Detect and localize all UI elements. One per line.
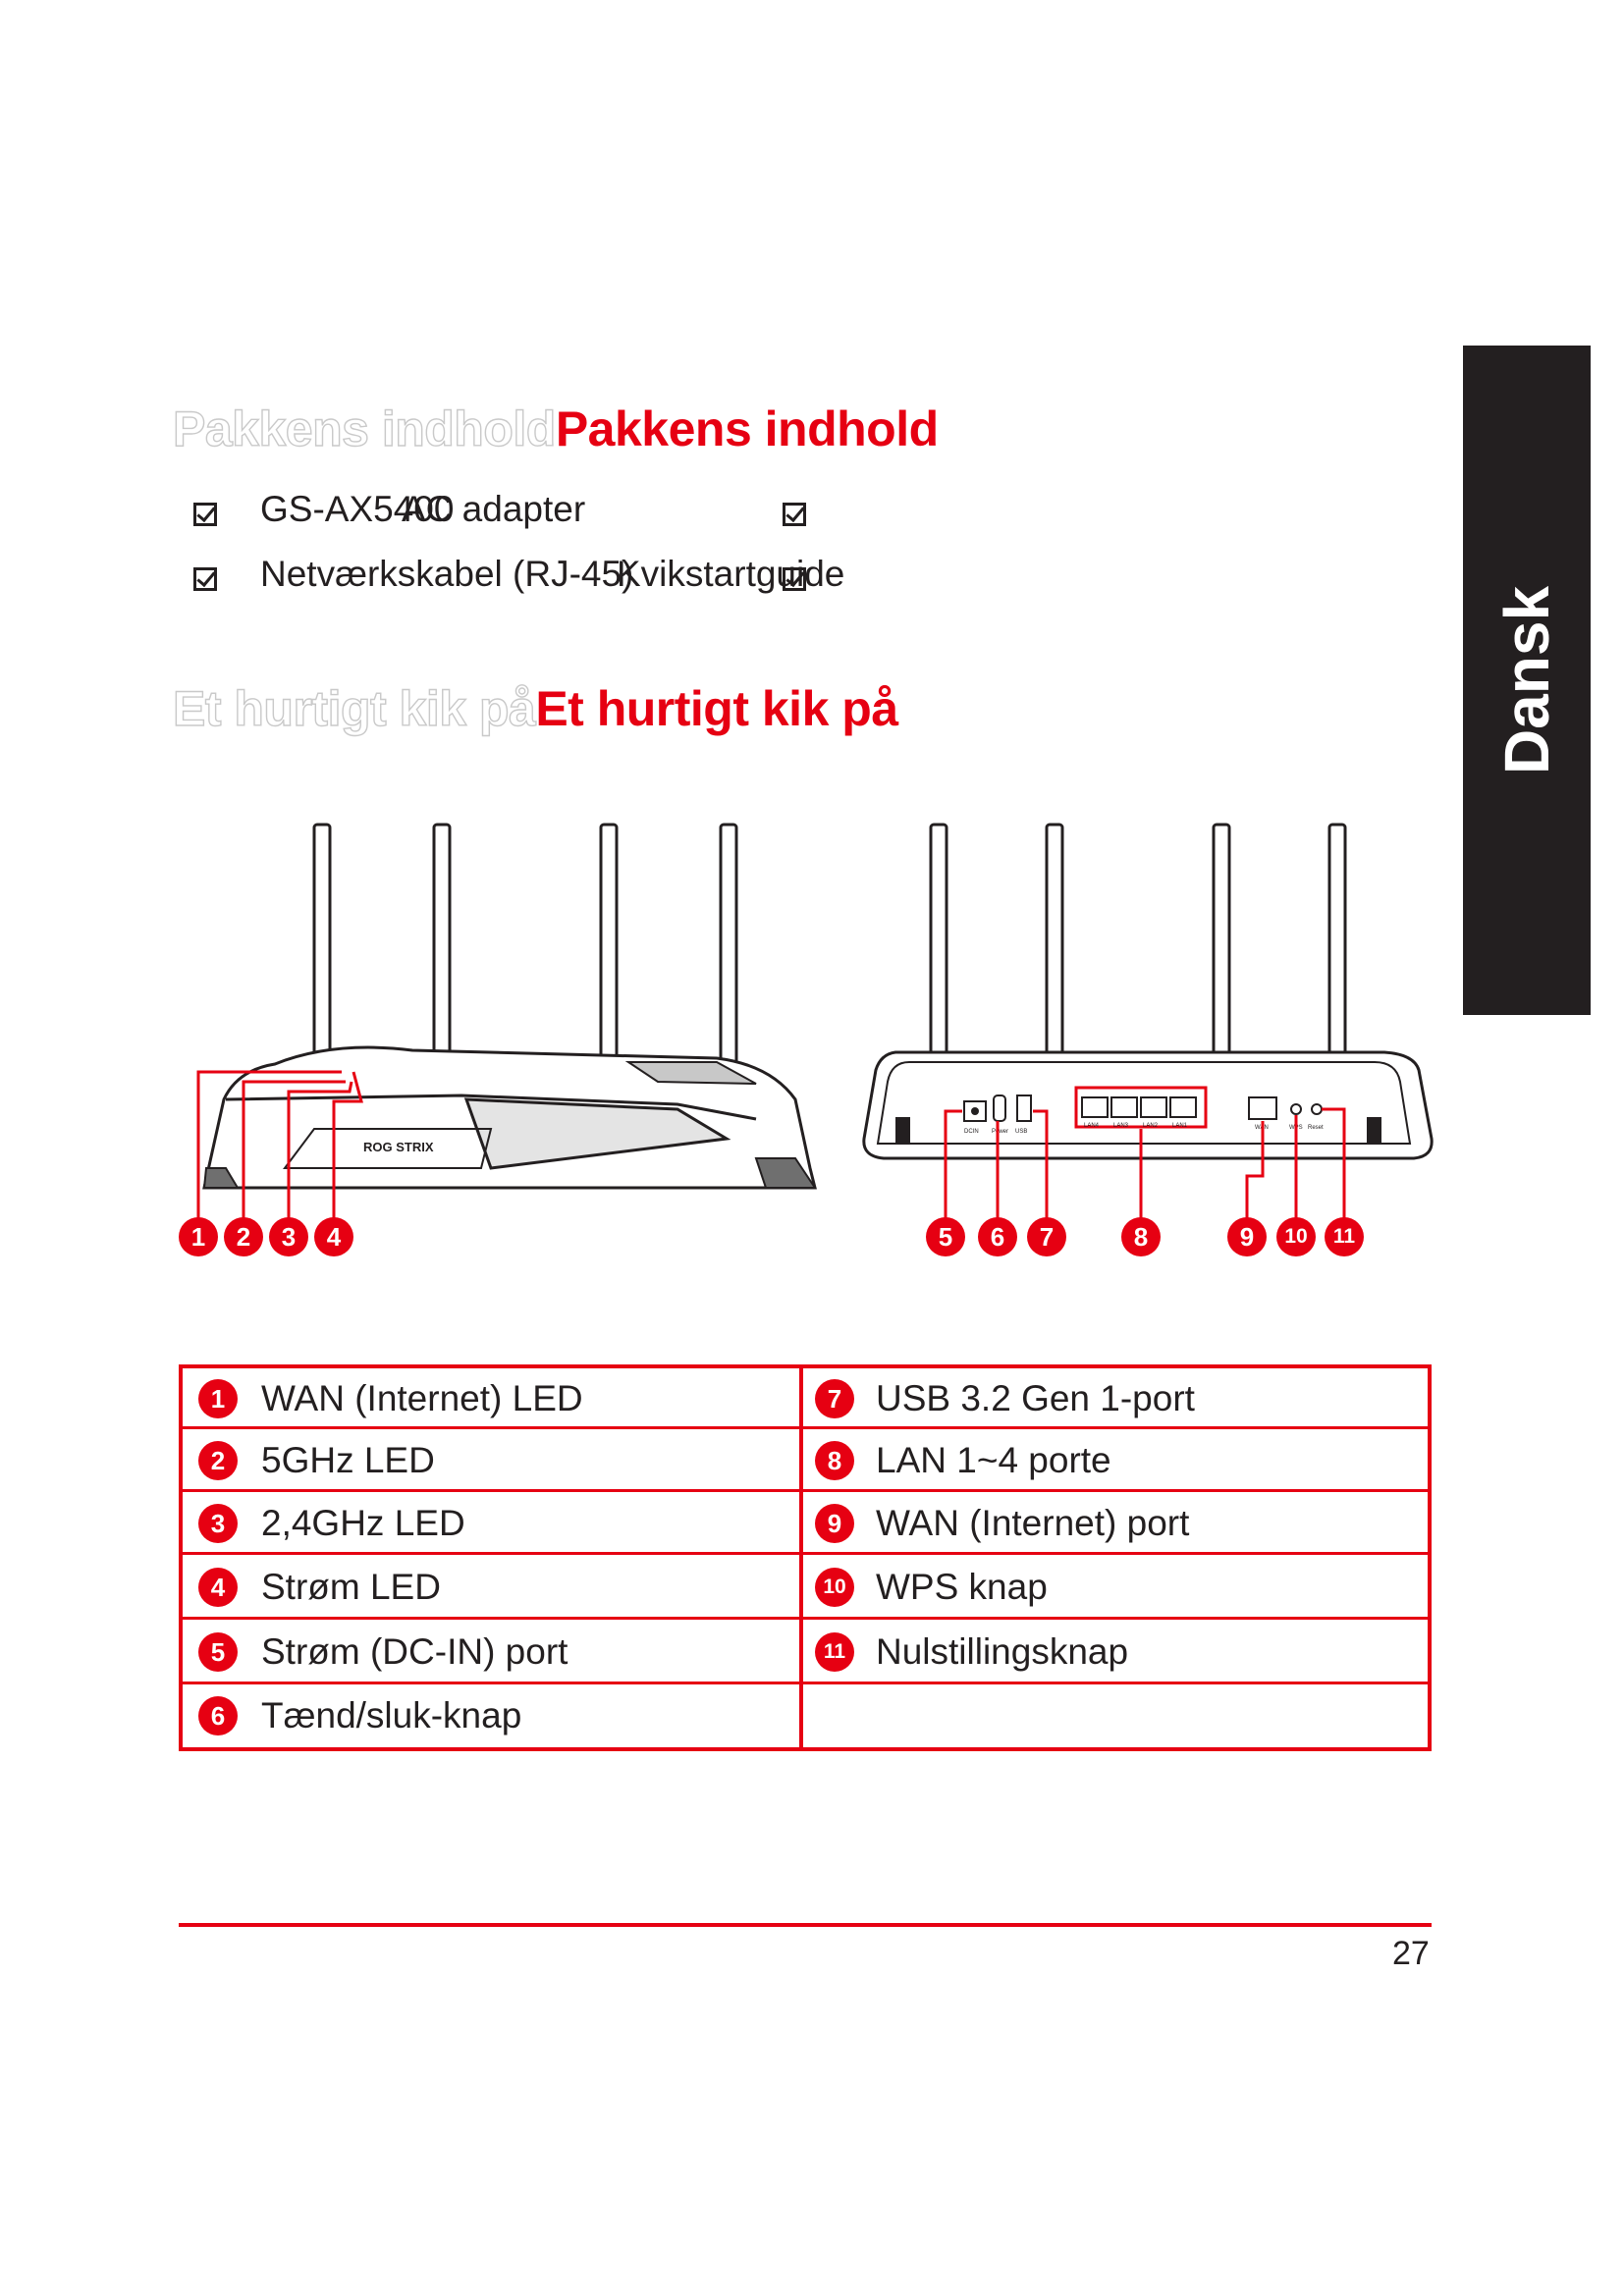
svg-text:LAN3: LAN3 [1113,1123,1129,1129]
package-item: AC adapter [402,489,586,529]
svg-text:LAN2: LAN2 [1143,1123,1159,1129]
page-number: 27 [1392,1935,1430,1972]
package-contents-heading-text: Pakkens indhold [555,401,939,456]
legend-text: Tænd/sluk-knap [261,1695,522,1735]
package-item: GS-AX5400 [260,489,455,529]
package-item: Kvikstartguide [617,554,845,594]
svg-text:Power: Power [992,1129,1009,1135]
antenna [601,825,617,1066]
quick-look-heading-ghost: Et hurtigt kik på [173,681,536,736]
legend-num: 3 [198,1504,238,1543]
callout-11: 11 [1325,1217,1364,1256]
language-tab-label: Dansk [1491,585,1562,775]
legend-num: 9 [815,1504,854,1543]
legend-num: 8 [815,1441,854,1480]
usb-port [1017,1095,1031,1121]
legend-text: 5GHz LED [261,1440,435,1480]
wan-port [1249,1097,1276,1119]
table-row [183,1429,1428,1492]
callout-7: 7 [1027,1217,1066,1256]
legend-text: Strøm (DC-IN) port [261,1631,568,1672]
svg-text:WPS: WPS [1289,1125,1303,1131]
table-row [183,1620,1428,1684]
legend-num: 2 [198,1441,238,1480]
checkbox-icon [783,503,806,526]
svg-text:WAN: WAN [1255,1125,1269,1131]
callout-9: 9 [1227,1217,1267,1256]
power-button [994,1095,1005,1121]
table-divider [799,1368,803,1747]
legend-num: 6 [198,1696,238,1735]
legend-num: 11 [815,1632,854,1672]
package-contents-heading-ghost: Pakkens indhold [173,401,556,456]
callout-8: 8 [1121,1217,1161,1256]
antenna [721,825,736,1066]
router-front-illustration [167,805,835,1276]
lan-port [1111,1097,1137,1117]
antenna [1329,825,1345,1070]
callout-4: 4 [314,1217,353,1256]
checkbox-icon [193,567,217,591]
callout-1: 1 [179,1217,218,1256]
svg-text:Reset: Reset [1308,1125,1324,1131]
legend-text: Nulstillingsknap [876,1631,1129,1672]
legend-num: 7 [815,1379,854,1418]
legend-text: WPS knap [876,1567,1048,1607]
table-row [183,1555,1428,1620]
table-row [183,1684,1428,1747]
legend-table [179,1364,1432,1751]
quick-look-heading [173,680,898,737]
legend-text: LAN 1~4 porte [876,1440,1111,1480]
router-back-illustration [854,805,1443,1276]
package-item: Netværkskabel (RJ-45) [260,554,634,594]
antenna [931,825,947,1070]
svg-text:USB: USB [1015,1129,1028,1135]
wps-button [1291,1104,1301,1114]
callout-2: 2 [224,1217,263,1256]
table-row [183,1492,1428,1555]
antenna [1214,825,1229,1070]
table-row [183,1368,1428,1429]
lan-port [1170,1097,1196,1117]
legend-num: 1 [198,1379,238,1418]
package-contents-heading [173,400,939,457]
callout-6: 6 [978,1217,1017,1256]
antenna [314,825,330,1066]
callout-10: 10 [1276,1217,1316,1256]
svg-text:LAN4: LAN4 [1084,1123,1100,1129]
language-tab [1463,346,1591,1015]
reset-button [1312,1104,1322,1114]
callout-5: 5 [926,1217,965,1256]
legend-num: 5 [198,1632,238,1672]
legend-text: WAN (Internet) port [876,1503,1190,1543]
router-brand-text: ROG STRIX [363,1140,434,1154]
svg-text:DCIN: DCIN [964,1129,979,1135]
legend-text: USB 3.2 Gen 1-port [876,1378,1195,1418]
footer-rule [179,1923,1432,1927]
antenna [1047,825,1062,1070]
legend-text: 2,4GHz LED [261,1503,465,1543]
checkbox-icon [783,567,806,591]
svg-text:LAN1: LAN1 [1172,1123,1188,1129]
lan-port [1082,1097,1108,1117]
antenna [434,825,450,1066]
quick-look-heading-text: Et hurtigt kik på [535,681,898,736]
lan-port [1141,1097,1166,1117]
legend-text: WAN (Internet) LED [261,1378,583,1418]
legend-text: Strøm LED [261,1567,441,1607]
checkbox-icon [193,503,217,526]
legend-num: 4 [198,1568,238,1607]
legend-num: 10 [815,1568,854,1607]
callout-3: 3 [269,1217,308,1256]
